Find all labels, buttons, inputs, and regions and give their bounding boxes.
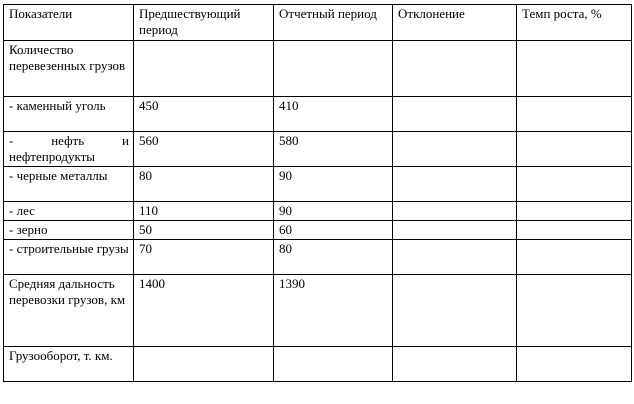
- table-row: [4, 240, 632, 275]
- table-row: [4, 97, 632, 132]
- row-current: 90: [274, 167, 393, 202]
- row-current: [274, 347, 393, 382]
- row-deviation: [393, 240, 517, 275]
- row-current: [274, 41, 393, 97]
- row-growth: [517, 167, 632, 202]
- row-indicator: Грузооборот, т. км.: [4, 347, 134, 382]
- row-deviation: [393, 347, 517, 382]
- row-deviation: [393, 97, 517, 132]
- row-growth: [517, 221, 632, 240]
- row-indicator: - каменный уголь: [4, 97, 134, 132]
- row-growth: [517, 240, 632, 275]
- table-row: [4, 275, 632, 347]
- row-growth: [517, 275, 632, 347]
- row-growth: [517, 97, 632, 132]
- row-growth: [517, 347, 632, 382]
- header-deviation: Отклонение: [393, 5, 517, 41]
- row-previous: [134, 347, 274, 382]
- row-deviation: [393, 132, 517, 167]
- table-row: [4, 167, 632, 202]
- row-previous: 70: [134, 240, 274, 275]
- row-indicator: Средняя дальность перевозки грузов, км: [4, 275, 134, 347]
- row-previous: 110: [134, 202, 274, 221]
- row-growth: [517, 202, 632, 221]
- indicators-table: [3, 4, 632, 382]
- row-indicator: - строительные грузы: [4, 240, 134, 275]
- header-current-period: Отчетный период: [274, 5, 393, 41]
- header-growth-rate: Темп роста, %: [517, 5, 632, 41]
- row-deviation: [393, 221, 517, 240]
- row-current: 80: [274, 240, 393, 275]
- table-row: [4, 202, 632, 221]
- row-current: 60: [274, 221, 393, 240]
- row-deviation: [393, 202, 517, 221]
- row-indicator: Количество перевезенных грузов: [4, 41, 134, 97]
- row-previous: 560: [134, 132, 274, 167]
- row-previous: 1400: [134, 275, 274, 347]
- row-current: 90: [274, 202, 393, 221]
- row-current: 1390: [274, 275, 393, 347]
- table-row: [4, 132, 632, 167]
- row-current: 580: [274, 132, 393, 167]
- row-previous: [134, 41, 274, 97]
- row-indicator: - черные металлы: [4, 167, 134, 202]
- header-previous-period: Предшествующий период: [134, 5, 274, 41]
- row-indicator: - нефть и нефтепродукты: [4, 132, 134, 167]
- row-indicator: - лес: [4, 202, 134, 221]
- row-current: 410: [274, 97, 393, 132]
- table-row: [4, 347, 632, 382]
- row-deviation: [393, 41, 517, 97]
- row-growth: [517, 41, 632, 97]
- row-deviation: [393, 167, 517, 202]
- table-row: [4, 41, 632, 97]
- row-deviation: [393, 275, 517, 347]
- header-row: [4, 5, 632, 41]
- row-previous: 80: [134, 167, 274, 202]
- row-previous: 450: [134, 97, 274, 132]
- table-row: [4, 221, 632, 240]
- row-growth: [517, 132, 632, 167]
- row-indicator: - зерно: [4, 221, 134, 240]
- header-indicators: Показатели: [4, 5, 134, 41]
- row-previous: 50: [134, 221, 274, 240]
